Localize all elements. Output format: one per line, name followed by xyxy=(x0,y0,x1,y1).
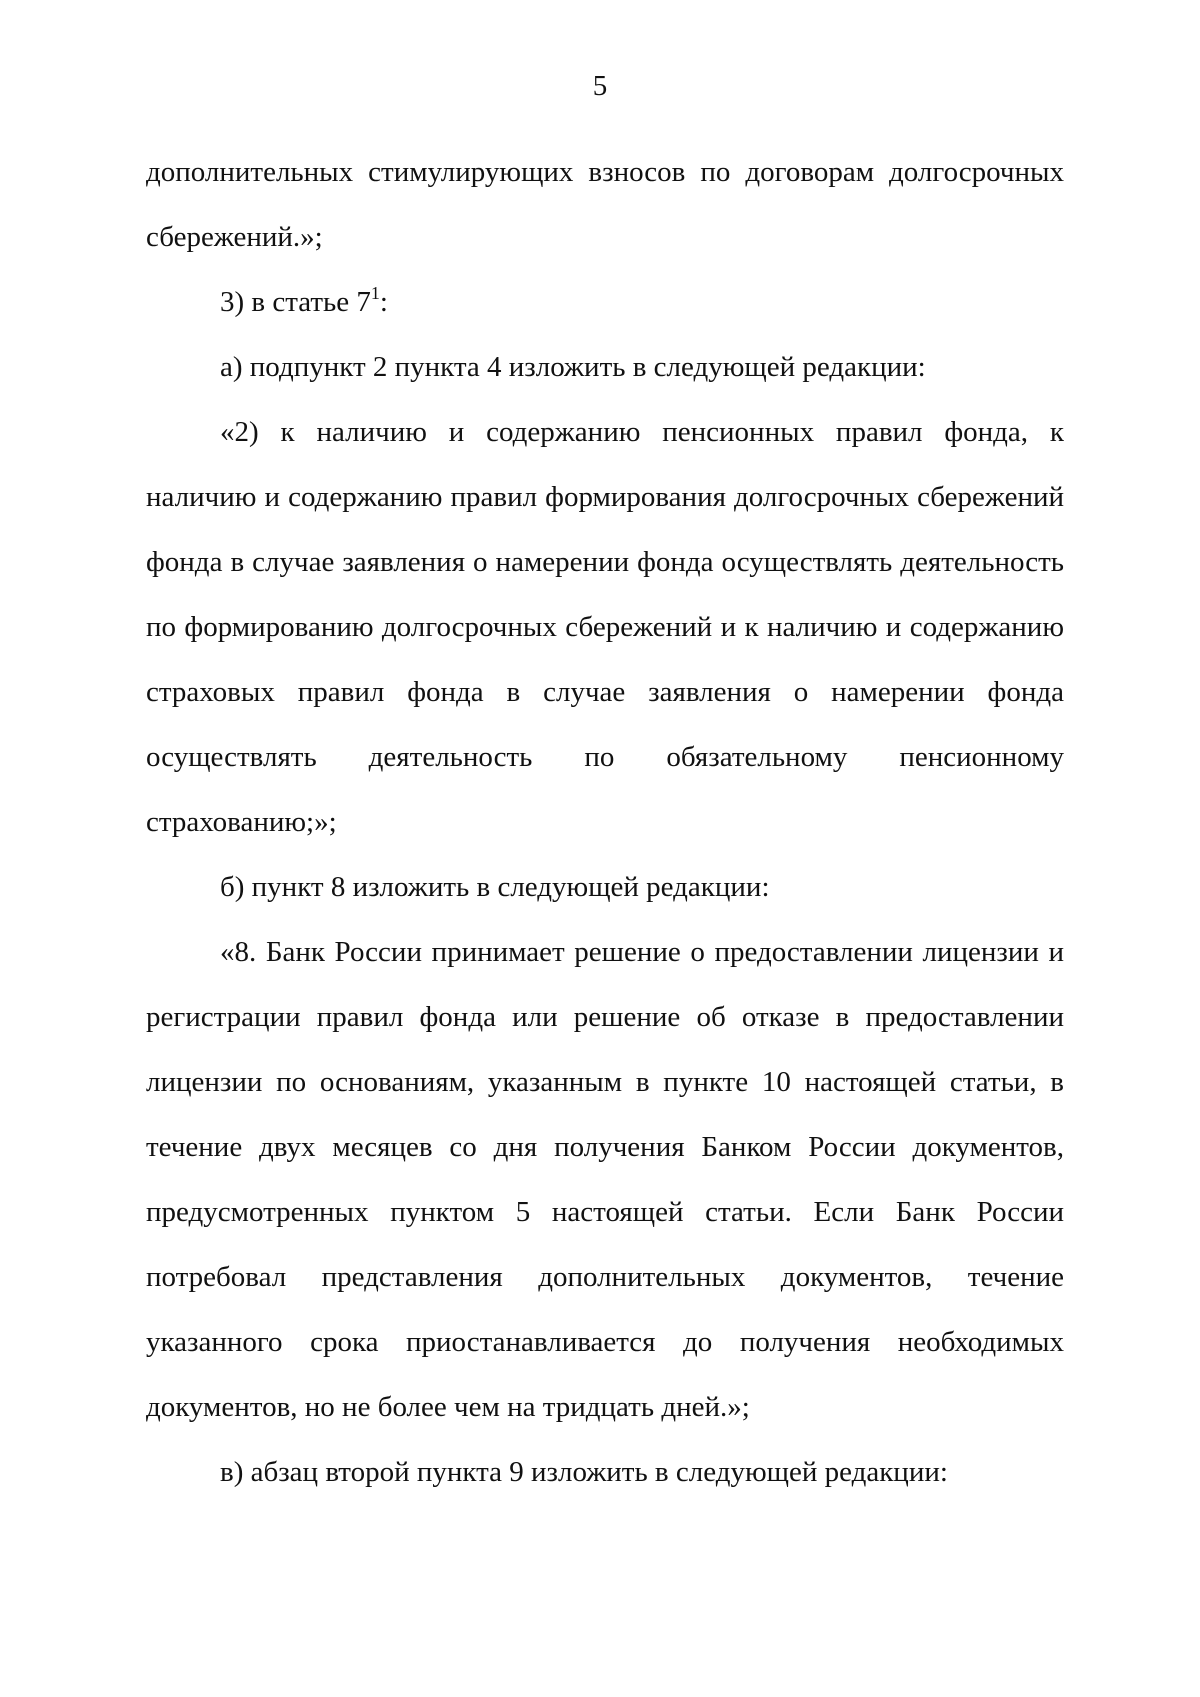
paragraph-subitem-b: б) пункт 8 изложить в следующей редакции: xyxy=(220,871,770,903)
paragraph-quote-8: «8. Банк России принимает решение о предоставлении лицензии и регистрации правил фонда или решение об отказе в предоставлении лицензии по основаниям, указанным в пункте 10 настоящей статьи, в течение двух месяцев со дня получения Банком России документов, предусмотренных пунктом 5 настоящей статьи. Если Банк России потребовал представления дополнительных документов, течение указанного срока приостанавливается до получения необходимых документов, но не более чем на тридцать дней.»; xyxy=(146,936,1064,1423)
item-3-colon: : xyxy=(379,286,388,318)
document-body xyxy=(146,140,1064,1505)
paragraph-continuation: дополнительных стимулирующих взносов по договорам долгосрочных сбережений.»; xyxy=(146,156,1064,253)
page-number: 5 xyxy=(592,70,608,102)
paragraph-subitem-v: в) абзац второй пункта 9 изложить в следующей редакции: xyxy=(220,1456,948,1488)
paragraph-subitem-a: а) подпункт 2 пункта 4 изложить в следующей редакции: xyxy=(220,351,926,383)
article-superscript: 1 xyxy=(370,283,380,303)
paragraph-item-3 xyxy=(146,270,1064,335)
paragraph-quote-2: «2) к наличию и содержанию пенсионных правил фонда, к наличию и содержанию правил формирования долгосрочных сбережений фонда в случае заявления о намерении фонда осуществлять деятельность по формированию долгосрочных сбережений и к наличию и содержанию страховых правил фонда в случае заявления о намерении фонда осуществлять деятельность по обязательному пенсионному страхованию;»; xyxy=(146,416,1064,838)
item-3-text: 3) в статье 7 xyxy=(220,286,371,318)
